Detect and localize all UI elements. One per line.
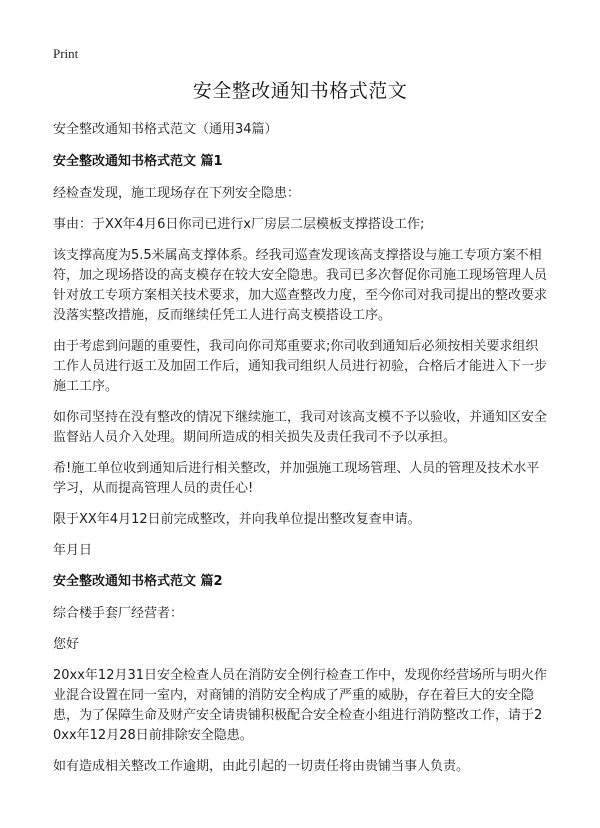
paragraph: 综合楼手套厂经营者： <box>53 606 184 621</box>
paragraph: 20xx年12月31日安全检查人员在消防安全例行检查工作中，发现你经营场所与明火作业混合设置在同一室内，对商铺的消防安全构成了严重的威胁，存在着巨大的安全隐患，为了保障生命及财产安全请贵铺积极配合安全检查小组进行消防整改工作，请于20xx年12月28日前排除安全隐患。 <box>53 668 548 743</box>
section-heading-2: 安全整改通知书格式范文 篇2 <box>53 574 223 589</box>
paragraph: 经检查发现，施工现场存在下列安全隐患： <box>53 186 301 201</box>
date-line: 年月日 <box>53 543 93 558</box>
document-subtitle: 安全整改通知书格式范文（通用34篇） <box>53 122 278 137</box>
page-title: 安全整改通知书格式范文 <box>192 80 408 102</box>
paragraph: 限于XX年4月12日前完成整改，并向我单位提出整改复查申请。 <box>53 512 421 527</box>
document-body <box>53 120 549 788</box>
paragraph: 由于考虑到问题的重要性，我司向你司郑重要求;你司收到通知后必须按相关要求组织工作人员进行返工及加固工作后，通知我司组织人员进行初验，合格后才能进入下一步施工工序。 <box>53 339 548 394</box>
section-heading-1: 安全整改通知书格式范文 篇1 <box>53 154 223 169</box>
paragraph: 该支撑高度为5.5米属高支撑体系。经我司巡查发现该高支撑搭设与施工专项方案不相符，加之现场搭设的高支模存在较大安全隐患。我司已多次督促你司施工现场管理人员针对放工专项方案相关技术要求，加大巡查整改力度，至今你司对我司提出的整改要求没落实整改措施，反而继续任凭工人进行高支模搭设工序。 <box>53 248 548 323</box>
paragraph: 事由：于XX年4月6日你司已进行x厂房层二层模板支撑搭设工作; <box>53 217 425 232</box>
paragraph: 如你司坚持在没有整改的情况下继续施工，我司对该高支模不予以验收，并通知区安全监督站人员介入处理。期间所造成的相关损失及责任我司不予以承担。 <box>53 410 548 445</box>
paragraph: 如有造成相关整改工作逾期，由此引起的一切责任将由贵铺当事人负责。 <box>53 759 470 774</box>
paragraph: 希!施工单位收到通知后进行相关整改，并加强施工现场管理、人员的管理及技术水平学习，从而提高管理人员的责任心! <box>53 461 540 496</box>
paragraph: 您好 <box>53 637 80 652</box>
print-label: Print <box>53 46 79 61</box>
